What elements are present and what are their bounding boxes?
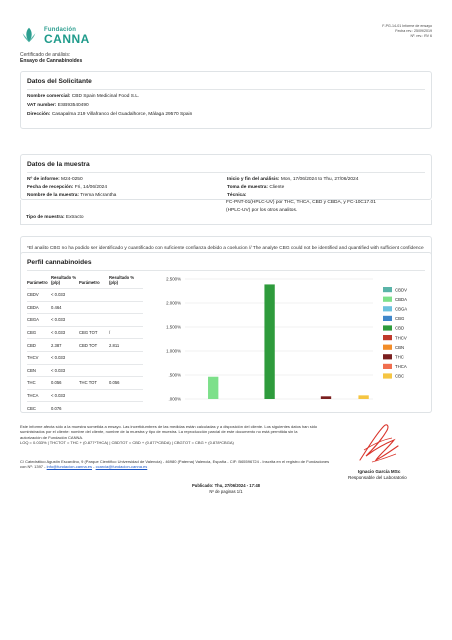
legend-swatch [383,297,392,302]
sampling-value: Cliente [269,185,285,190]
result-cell: < 0.033 [51,364,79,377]
publication-block [0,483,452,494]
fundacion-canna-logo-icon [20,26,38,44]
legend-label: CBDA [395,296,407,302]
disclaimer-text: Este informe afecta sólo a la muestra sometida a ensayo. Las incertidumbres de las medidas están calculadas y a disposición del cliente. Los siguientes datos han sido suministrados por el cliente: nombre del cliente, nombre de la muestra y tipo de muestra. La reproducción parcial de este documento no está permitida sin la autorización de Fundación CANNA. [20,424,318,440]
legend-swatch [383,316,392,321]
analysis-period-label: Inicio y fin del análisis: [227,177,280,182]
y-tick-label: 1.500% [166,324,181,330]
applicant-title: Datos del Solicitante [27,78,92,85]
param-cell: CBDA [27,301,51,314]
param2-cell [79,314,109,327]
result-cell: < 0.033 [51,326,79,339]
logo-main-text: CANNA [44,32,90,46]
company-value: CBD Spain Medicinal Food S.L. [71,94,140,99]
address-row [27,112,192,118]
col-param: Parámetro [27,280,48,285]
result2-cell [109,389,143,402]
technique-line-1: FC-PNT-01(HPLC-UV) por THC, THCA, CBD y CBDA, y FC-10C17.01 [226,200,376,205]
card-edge [431,200,432,224]
param2-cell [79,364,109,377]
y-tick-label: 1.000% [166,348,181,354]
vat-value: ESB93540490 [57,103,89,108]
applicant-card [20,71,432,129]
reception-label: Fecha de recepción: [27,185,74,190]
param2-cell [79,351,109,364]
param2-cell [79,289,109,302]
result-cell: < 0.033 [51,389,79,402]
divider [27,172,425,173]
result2-cell: 0.056 [109,377,143,390]
param-cell: CBD [27,339,51,352]
result-cell: 0.464 [51,301,79,314]
sample-type-row [26,215,84,221]
legend-swatch [383,364,392,369]
sample-name-label: Nombre de la muestra: [27,193,79,198]
col-result: Resultado % (p/p) [51,275,77,285]
vat-label: VAT number: [27,103,57,108]
result2-cell [109,314,143,327]
legend-label: CBC [395,373,405,379]
table-row [27,301,143,314]
coelution-note: *El analito CBG no ha podido ser identificado y cuantificado con suficiente confianza debido a coelucion // The analyte CBG could not be identified and quantified with sufficient confidence [27,246,424,251]
report-value: M24-0250 [61,177,83,182]
sampling-label: Toma de muestra: [227,185,268,190]
email-link-info[interactable]: info@fundacion-canna.es [46,464,93,470]
address-value: Casapalma 219 Villafranco del Guadalhorce, Málaga 29570 Spain [51,112,193,117]
result2-cell [109,301,143,314]
result2-cell [109,402,143,415]
result-cell: 2.387 [51,339,79,352]
bar-cbda [208,377,218,399]
param2-cell: CBD TOT [79,339,109,352]
col-result2: Resultado % (p/p) [109,275,135,285]
bar-thc [321,396,331,399]
analysis-period-value: Mon, 17/06/2024 to Thu, 27/06/2024 [280,177,359,182]
foundation-address: C/ Catedrático Agustín Escardino, 9 (Parque Científico Universidad de Valencia) - 46980 (Paterna) Valencia, España - CIF: B65596724 - Inscrita en el registro de Fundaciones con Nº: 1397 - [20,459,330,470]
document-meta [382,24,432,39]
table-row [27,314,143,327]
report-label: Nº de informe: [27,177,60,182]
col-param2: Parámetro [79,280,100,285]
reception-value: Fri, 14/06/2024 [74,185,108,190]
bar-cbd [264,284,274,399]
company-label: Nombre comercial: [27,94,71,99]
sample-name-row [27,193,116,199]
logo-top-text: Fundación [44,27,77,33]
results-table [27,275,143,414]
param-cell: CBGA [27,314,51,327]
legend-swatch [383,325,392,330]
param-cell: THCV [27,351,51,364]
page-count: Nº de paginas 1/1 [209,488,243,494]
table-row [27,389,143,402]
table-row [27,377,143,390]
table-row [27,351,143,364]
table-row [27,289,143,302]
legend-label: THCA [395,364,407,370]
profile-card-frame [20,252,432,413]
cannabinoid-bar-chart [151,271,427,409]
param2-cell [79,402,109,415]
analysis-period-row [227,177,358,183]
sample-title: Datos de la muestra [27,161,90,168]
technique-row [227,193,246,199]
doc-rev-number: Nº. rev.: RV 6 [410,34,432,38]
result-cell: < 0.033 [51,314,79,327]
report-row [27,177,83,183]
legend-swatch [383,287,392,292]
sampling-row [227,185,284,191]
legend-swatch [383,345,392,350]
signature-image [354,420,404,468]
reception-row [27,185,107,191]
sample-type-label: Tipo de muestra: [26,215,65,220]
legend-label: CBG [395,316,405,322]
company-row [27,94,139,100]
param-cell: CBG [27,326,51,339]
result-cell: < 0.033 [51,351,79,364]
sample-card [20,154,432,200]
disclaimer-block [20,424,320,445]
address-block [20,459,330,470]
legend-label: THC [395,354,404,360]
param2-cell: THC TOT [79,377,109,390]
result-cell: 0.056 [51,377,79,390]
address-label: Dirección: [27,112,51,117]
legend-label: CBGA [395,306,408,312]
legend-label: CBD [395,325,405,331]
technique-line-2: (HPLC-UV) por los otros analitos. [226,208,298,213]
vat-row [27,103,89,109]
legend-label: THCV [395,335,407,341]
sample-name-value: Trema Micrantha [80,193,117,198]
legend-swatch [383,306,392,311]
param2-cell: CBG TOT [79,326,109,339]
param-cell: CBC [27,402,51,415]
y-tick-label: 2.500% [166,276,181,282]
y-tick-label: .500% [168,372,181,378]
signer-name: Ignacio García MSc [358,469,401,474]
technique-label: Técnica: [227,193,247,198]
y-tick-label: .000% [168,396,181,402]
legend-label: CBDV [395,287,407,293]
param-cell: CBDV [27,289,51,302]
bar-cbc [358,395,368,399]
table-row [27,326,143,339]
email-link-ccarcia[interactable]: ccarcia@fundacion-canna.es [95,464,148,470]
table-row [27,364,143,377]
doc-code: F-PG-14-01 Informe de ensayo [382,24,432,28]
legend-swatch [383,354,392,359]
legend-swatch [383,335,392,340]
doc-rev-date: Fecha rev.: 25/09/2019 [395,29,432,33]
result2-cell: / [109,326,143,339]
certificate-heading [20,52,82,64]
legend-label: CBN [395,344,405,350]
sample-type-value: Extracto [65,215,84,220]
loq-text: LOQ = 0.033% | THCTOT = THC + (0.877*THCA) | CBDTOT = CBD + (0.877*CBDA) | CBGTOT = CBG + (0.878*CBGA) [20,439,234,445]
results-header-row [27,275,143,289]
result-cell: < 0.033 [51,289,79,302]
signer-role: Responsable del Laboratorio [348,475,407,480]
param2-cell [79,301,109,314]
separator: - [92,464,96,470]
legend-swatch [383,373,392,378]
param-cell: THC [27,377,51,390]
card-edge [20,224,432,225]
result2-cell [109,289,143,302]
signer-block [340,469,450,481]
profile-title: Perfil cannabinoides [27,259,92,266]
result-cell: 0.076 [51,402,79,415]
card-edge [20,200,21,224]
result2-cell: 2.811 [109,339,143,352]
result2-cell [109,351,143,364]
table-row [27,402,143,415]
y-tick-label: 2.000% [166,300,181,306]
param-cell: THCA [27,389,51,402]
divider [27,89,425,90]
certificate-title: Certificado de análisis: [20,52,71,58]
param2-cell [79,389,109,402]
certificate-subtitle: Ensayo de Cannabinoides [20,58,83,64]
table-row [27,339,143,352]
param-cell: CBN [27,364,51,377]
result2-cell [109,364,143,377]
published-date: Publicado: Thu, 27/06/2024 - 17:48 [192,483,260,488]
